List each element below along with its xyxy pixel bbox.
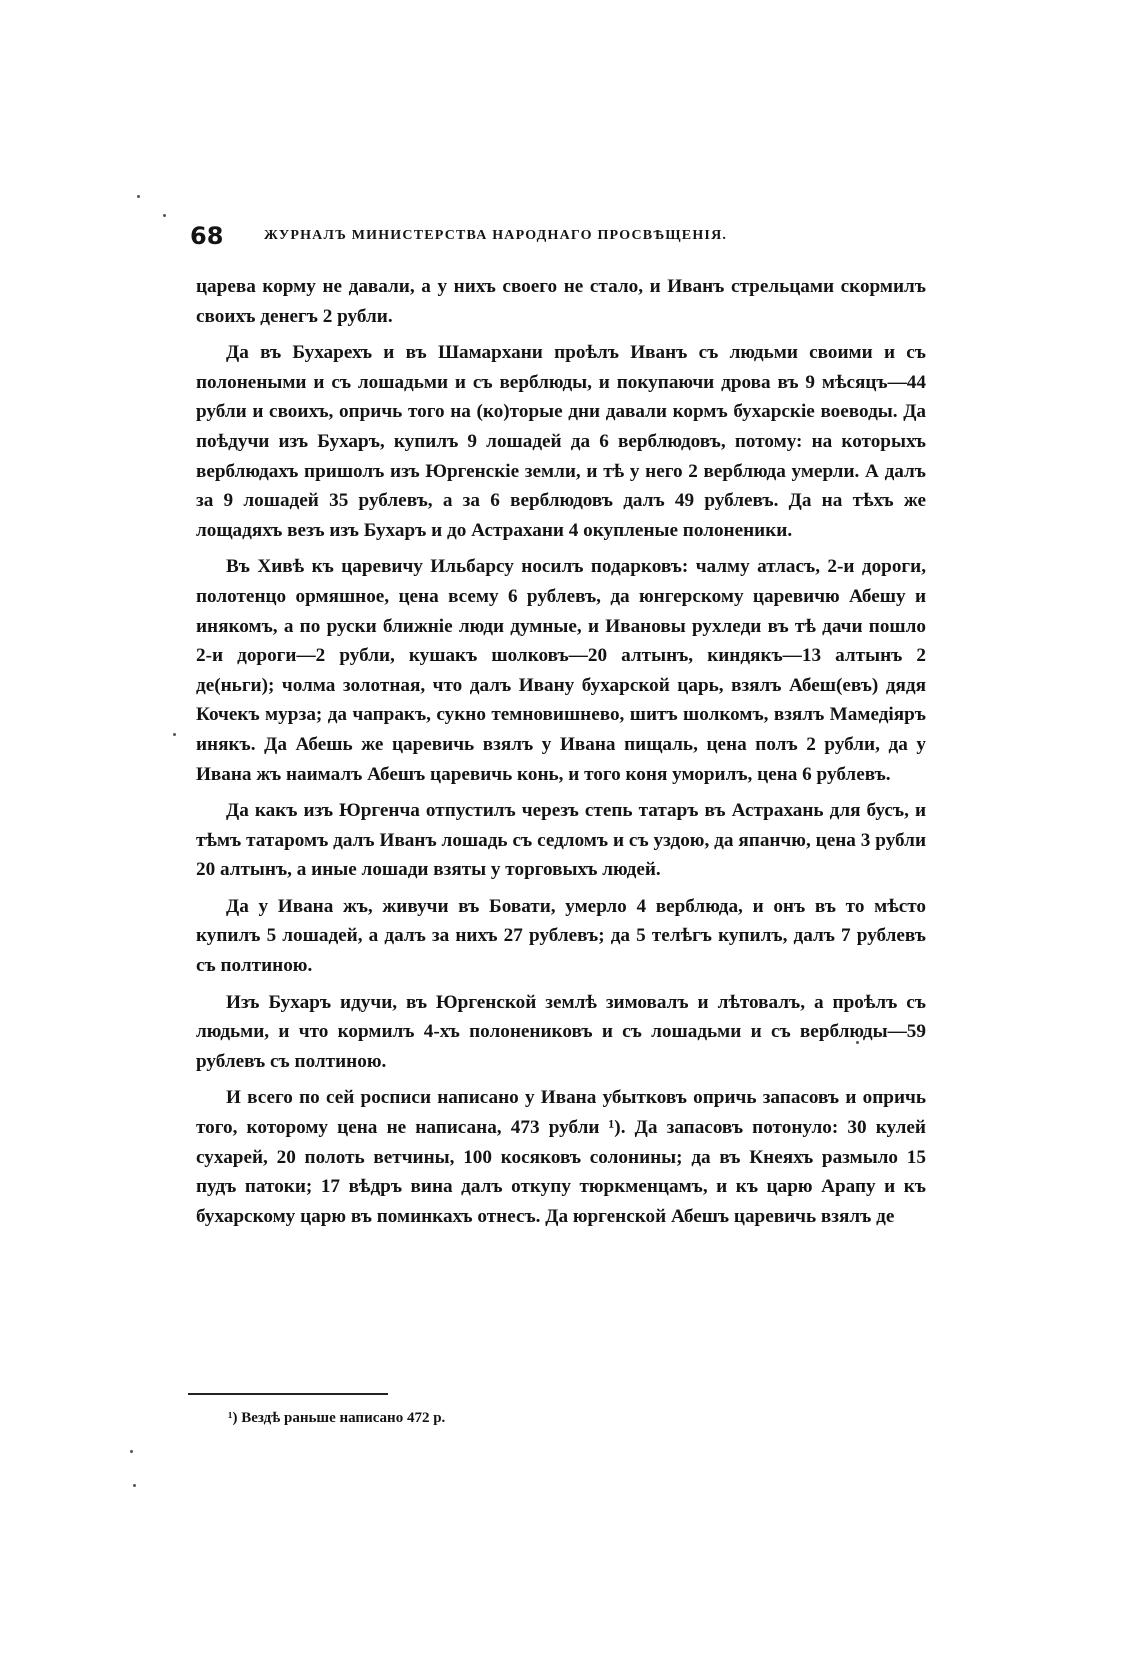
paragraph: царева корму не давали, а у нихъ своего не стало, и Иванъ стрельцами скормилъ своихъ денегъ 2 рубли. (196, 276, 926, 327)
scan-speck (137, 195, 140, 198)
footnote: ¹) Вездѣ раньше написано 472 р. (228, 1410, 446, 1426)
scan-speck (173, 733, 176, 736)
paragraph: Да у Ивана жъ, живучи въ Бовати, умерло 4 верблюда, и онъ въ то мѣсто купилъ 5 лошадей, а далъ за нихъ 27 рублевъ; да 5 телѣгъ купилъ, далъ 7 рублевъ съ полтиною. (196, 895, 926, 977)
scan-speck (163, 214, 166, 217)
page-number: 68 (190, 222, 224, 250)
scan-speck (133, 1484, 136, 1487)
paragraph: Да въ Бухарехъ и въ Шамархани проѣлъ Иванъ съ людьми своими и съ полонеными и съ лошадьми и съ верблюды, и покупаючи дрова въ 9 мѣсяцъ—44 рубли и своихъ, опричь того на (ко)торые дни давали кормъ бухарскіе воеводы. Да поѣдучи изъ Бухаръ, купилъ 9 лошадей да 6 верблюдовъ, потому: на которыхъ верблюдахъ пришолъ изъ Юргенскіе земли, и тѣ у него 2 верблюда умерли. А далъ за 9 лошадей 35 рублевъ, а за 6 верблюдовъ далъ 49 рублевъ. Да на тѣхъ же лощадяхъ везъ изъ Бухаръ и до Астрахани 4 окупленые полоненики. (196, 342, 926, 541)
running-title: ЖУРНАЛЪ МИНИСТЕРСТВА НАРОДНАГО ПРОСВѢЩЕНІЯ. (264, 228, 728, 243)
page-header (190, 222, 820, 258)
paragraph: И всего по сей росписи написано у Ивана убытковъ опричь запасовъ и опричь того, которому цена не написана, 473 рубли ¹). Да запасовъ потонуло: 30 кулей сухарей, 20 полоть ветчины, 100 косяковъ солонины; да въ Кнеяхъ размыло 15 пудъ патоки; 17 вѣдръ вина далъ откупу тюркменцамъ, и къ царю Арапу и къ бухарскому царю въ поминкахъ отнесъ. Да юргенской Абешъ царевичь взялъ де (196, 1087, 926, 1227)
main-text (196, 272, 926, 1238)
footnote-divider (188, 1393, 388, 1395)
scan-speck (130, 1450, 133, 1453)
paragraph: Въ Хивѣ къ царевичу Ильбарсу носилъ подарковъ: чалму атласъ, 2-и дороги, полотенцо ормяшное, цена всему 6 рублевъ, да юнгерскому царевичю Абешу и инякомъ, а по руски ближніе люди думные, и Ивановы рухледи въ тѣ дачи пошло 2-и дороги—2 рубли, кушакъ шолковъ—20 алтынъ, киндякъ—13 алтынъ 2 де(ньги); чолма золотная, что далъ Ивану бухарской царь, взялъ Абеш(евъ) дядя Кочекъ мурза; да чапракъ, сукно темновишнево, шитъ шолкомъ, взялъ Мамедіяръ инякъ. Да Абешь же царевичь взялъ у Ивана пищаль, цена полъ 2 рубли, да у Ивана жъ наималъ Абешъ царевичь конь, и того коня уморилъ, цена 6 рублевъ. (196, 556, 926, 785)
paragraph: Да какъ изъ Юргенча отпустилъ черезъ степь татаръ въ Астрахань для бусъ, и тѣмъ татаромъ далъ Иванъ лошадь съ седломъ и съ уздою, да япанчю, цена 3 рубли 20 алтынъ, а иные лошади взяты у торговыхъ людей. (196, 800, 926, 881)
paragraph: Изъ Бухаръ идучи, въ Юргенской землѣ зимовалъ и лѣтовалъ, а проѣлъ съ людьми, и что кормилъ 4-хъ полонениковъ и съ лошадьми и съ верблюды—59 рублевъ съ полтиною. (196, 991, 926, 1072)
